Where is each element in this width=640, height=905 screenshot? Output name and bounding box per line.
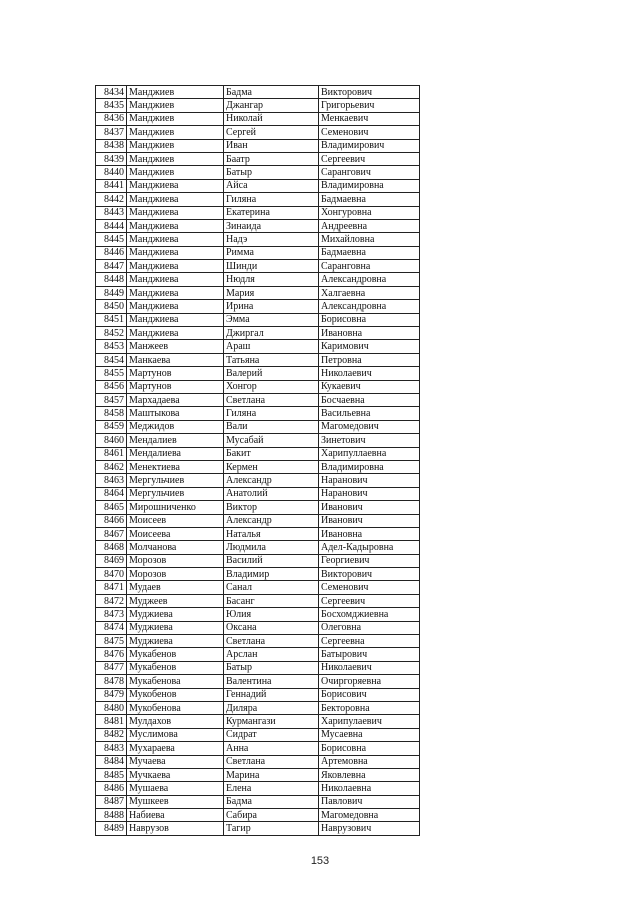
table-row (96, 420, 420, 433)
table-row (96, 206, 420, 219)
last-name-cell: Набиева (127, 809, 224, 822)
table-row (96, 648, 420, 661)
patronymic-cell: Семенович (319, 581, 420, 594)
patronymic-cell: Наранович (319, 474, 420, 487)
patronymic-cell: Очиргоряевна (319, 675, 420, 688)
first-name-cell: Юлия (224, 608, 319, 621)
row-number-cell: 8441 (96, 179, 127, 192)
first-name-cell: Светлана (224, 393, 319, 406)
patronymic-cell: Александровна (319, 273, 420, 286)
last-name-cell: Манджиева (127, 273, 224, 286)
table-row (96, 380, 420, 393)
last-name-cell: Мендалиев (127, 434, 224, 447)
row-number-cell: 8452 (96, 327, 127, 340)
row-number-cell: 8435 (96, 99, 127, 112)
last-name-cell: Манджиева (127, 219, 224, 232)
patronymic-cell: Сергеевич (319, 152, 420, 165)
last-name-cell: Манджиева (127, 313, 224, 326)
row-number-cell: 8451 (96, 313, 127, 326)
table-row (96, 822, 420, 835)
last-name-cell: Манджиева (127, 327, 224, 340)
last-name-cell: Манджиева (127, 260, 224, 273)
row-number-cell: 8486 (96, 782, 127, 795)
table-row (96, 313, 420, 326)
first-name-cell: Нюдля (224, 273, 319, 286)
first-name-cell: Гиляна (224, 193, 319, 206)
patronymic-cell: Батырович (319, 648, 420, 661)
row-number-cell: 8483 (96, 742, 127, 755)
table-row (96, 701, 420, 714)
last-name-cell: Мергульчиев (127, 487, 224, 500)
patronymic-cell: Петровна (319, 353, 420, 366)
first-name-cell: Арслан (224, 648, 319, 661)
row-number-cell: 8473 (96, 608, 127, 621)
row-number-cell: 8450 (96, 300, 127, 313)
table-row (96, 246, 420, 259)
patronymic-cell: Артемовна (319, 755, 420, 768)
patronymic-cell: Борисовна (319, 313, 420, 326)
first-name-cell: Айса (224, 179, 319, 192)
first-name-cell: Батыр (224, 166, 319, 179)
row-number-cell: 8439 (96, 152, 127, 165)
last-name-cell: Мукабенов (127, 661, 224, 674)
first-name-cell: Джангар (224, 99, 319, 112)
table-row (96, 152, 420, 165)
row-number-cell: 8444 (96, 219, 127, 232)
table-row (96, 193, 420, 206)
row-number-cell: 8449 (96, 286, 127, 299)
row-number-cell: 8455 (96, 367, 127, 380)
last-name-cell: Мучкаева (127, 768, 224, 781)
patronymic-cell: Халгаевна (319, 286, 420, 299)
patronymic-cell: Николаевич (319, 661, 420, 674)
first-name-cell: Эмма (224, 313, 319, 326)
patronymic-cell: Адел-Кадыровна (319, 541, 420, 554)
table-row (96, 99, 420, 112)
row-number-cell: 8466 (96, 514, 127, 527)
patronymic-cell: Семенович (319, 126, 420, 139)
first-name-cell: Иван (224, 139, 319, 152)
row-number-cell: 8445 (96, 233, 127, 246)
row-number-cell: 8485 (96, 768, 127, 781)
first-name-cell: Елена (224, 782, 319, 795)
first-name-cell: Гиляна (224, 407, 319, 420)
row-number-cell: 8489 (96, 822, 127, 835)
row-number-cell: 8464 (96, 487, 127, 500)
last-name-cell: Мукобенов (127, 688, 224, 701)
last-name-cell: Моисеева (127, 527, 224, 540)
first-name-cell: Александр (224, 474, 319, 487)
row-number-cell: 8446 (96, 246, 127, 259)
table-row (96, 286, 420, 299)
table-row (96, 514, 420, 527)
row-number-cell: 8459 (96, 420, 127, 433)
row-number-cell: 8480 (96, 701, 127, 714)
patronymic-cell: Менкаевич (319, 112, 420, 125)
row-number-cell: 8461 (96, 447, 127, 460)
last-name-cell: Манджиева (127, 300, 224, 313)
first-name-cell: Владимир (224, 568, 319, 581)
last-name-cell: Мартунов (127, 380, 224, 393)
row-number-cell: 8448 (96, 273, 127, 286)
table-row (96, 139, 420, 152)
first-name-cell: Джиргал (224, 327, 319, 340)
table-row (96, 434, 420, 447)
table-row (96, 353, 420, 366)
row-number-cell: 8443 (96, 206, 127, 219)
patronymic-cell: Магомедовна (319, 809, 420, 822)
table-row (96, 126, 420, 139)
last-name-cell: Моисеев (127, 514, 224, 527)
table-row (96, 621, 420, 634)
first-name-cell: Басанг (224, 594, 319, 607)
first-name-cell: Геннадий (224, 688, 319, 701)
roster-table-body (96, 86, 420, 836)
table-row (96, 581, 420, 594)
first-name-cell: Валентина (224, 675, 319, 688)
first-name-cell: Светлана (224, 635, 319, 648)
last-name-cell: Мучаева (127, 755, 224, 768)
row-number-cell: 8487 (96, 795, 127, 808)
table-row (96, 809, 420, 822)
first-name-cell: Татьяна (224, 353, 319, 366)
first-name-cell: Ирина (224, 300, 319, 313)
last-name-cell: Мулдахов (127, 715, 224, 728)
patronymic-cell: Владимировна (319, 460, 420, 473)
patronymic-cell: Михайловна (319, 233, 420, 246)
last-name-cell: Манджиева (127, 246, 224, 259)
row-number-cell: 8469 (96, 554, 127, 567)
patronymic-cell: Сарангович (319, 166, 420, 179)
table-row (96, 568, 420, 581)
table-row (96, 635, 420, 648)
last-name-cell: Манджиев (127, 152, 224, 165)
last-name-cell: Мендалиева (127, 447, 224, 460)
patronymic-cell: Наранович (319, 487, 420, 500)
first-name-cell: Сабира (224, 809, 319, 822)
first-name-cell: Мария (224, 286, 319, 299)
last-name-cell: Маштыкова (127, 407, 224, 420)
last-name-cell: Манджиева (127, 233, 224, 246)
patronymic-cell: Бадмаевна (319, 193, 420, 206)
last-name-cell: Манджиев (127, 126, 224, 139)
first-name-cell: Батыр (224, 661, 319, 674)
patronymic-cell: Бадмаевна (319, 246, 420, 259)
patronymic-cell: Яковлевна (319, 768, 420, 781)
row-number-cell: 8437 (96, 126, 127, 139)
row-number-cell: 8476 (96, 648, 127, 661)
patronymic-cell: Викторович (319, 568, 420, 581)
row-number-cell: 8463 (96, 474, 127, 487)
row-number-cell: 8467 (96, 527, 127, 540)
patronymic-cell: Владимировна (319, 179, 420, 192)
row-number-cell: 8478 (96, 675, 127, 688)
row-number-cell: 8471 (96, 581, 127, 594)
last-name-cell: Мудаев (127, 581, 224, 594)
table-row (96, 661, 420, 674)
first-name-cell: Александр (224, 514, 319, 527)
table-row (96, 527, 420, 540)
row-number-cell: 8457 (96, 393, 127, 406)
table-row (96, 501, 420, 514)
table-row (96, 219, 420, 232)
first-name-cell: Кермен (224, 460, 319, 473)
row-number-cell: 8474 (96, 621, 127, 634)
patronymic-cell: Иванович (319, 514, 420, 527)
first-name-cell: Людмила (224, 541, 319, 554)
last-name-cell: Манджиев (127, 112, 224, 125)
table-row (96, 447, 420, 460)
row-number-cell: 8454 (96, 353, 127, 366)
last-name-cell: Мушкеев (127, 795, 224, 808)
last-name-cell: Мукабенов (127, 648, 224, 661)
table-row (96, 179, 420, 192)
roster-table (95, 85, 420, 836)
first-name-cell: Римма (224, 246, 319, 259)
table-row (96, 688, 420, 701)
row-number-cell: 8465 (96, 501, 127, 514)
patronymic-cell: Григорьевич (319, 99, 420, 112)
patronymic-cell: Сергеевич (319, 594, 420, 607)
last-name-cell: Манжеев (127, 340, 224, 353)
first-name-cell: Бадма (224, 86, 319, 99)
first-name-cell: Хонгор (224, 380, 319, 393)
last-name-cell: Манджиев (127, 86, 224, 99)
first-name-cell: Санал (224, 581, 319, 594)
first-name-cell: Екатерина (224, 206, 319, 219)
last-name-cell: Муджеев (127, 594, 224, 607)
patronymic-cell: Босхомджиевна (319, 608, 420, 621)
row-number-cell: 8470 (96, 568, 127, 581)
table-row (96, 327, 420, 340)
row-number-cell: 8434 (96, 86, 127, 99)
last-name-cell: Манкаева (127, 353, 224, 366)
patronymic-cell: Александровна (319, 300, 420, 313)
patronymic-cell: Васильевна (319, 407, 420, 420)
last-name-cell: Муджиева (127, 608, 224, 621)
first-name-cell: Надэ (224, 233, 319, 246)
row-number-cell: 8442 (96, 193, 127, 206)
patronymic-cell: Саранговна (319, 260, 420, 273)
table-row (96, 715, 420, 728)
row-number-cell: 8440 (96, 166, 127, 179)
patronymic-cell: Борисович (319, 688, 420, 701)
last-name-cell: Муджиева (127, 635, 224, 648)
row-number-cell: 8481 (96, 715, 127, 728)
table-row (96, 300, 420, 313)
row-number-cell: 8488 (96, 809, 127, 822)
row-number-cell: 8477 (96, 661, 127, 674)
table-row (96, 340, 420, 353)
table-row (96, 112, 420, 125)
first-name-cell: Тагир (224, 822, 319, 835)
first-name-cell: Сергей (224, 126, 319, 139)
table-row (96, 367, 420, 380)
patronymic-cell: Мусаевна (319, 728, 420, 741)
patronymic-cell: Николаевич (319, 367, 420, 380)
last-name-cell: Мукобенова (127, 701, 224, 714)
table-row (96, 554, 420, 567)
first-name-cell: Анна (224, 742, 319, 755)
table-row (96, 233, 420, 246)
table-row (96, 675, 420, 688)
first-name-cell: Курмангази (224, 715, 319, 728)
first-name-cell: Василий (224, 554, 319, 567)
patronymic-cell: Зинетович (319, 434, 420, 447)
last-name-cell: Мукабенова (127, 675, 224, 688)
patronymic-cell: Георгиевич (319, 554, 420, 567)
patronymic-cell: Харипуллаевна (319, 447, 420, 460)
row-number-cell: 8453 (96, 340, 127, 353)
first-name-cell: Баатр (224, 152, 319, 165)
patronymic-cell: Магомедович (319, 420, 420, 433)
table-row (96, 742, 420, 755)
table-row (96, 487, 420, 500)
patronymic-cell: Николаевна (319, 782, 420, 795)
first-name-cell: Наталья (224, 527, 319, 540)
last-name-cell: Манджиева (127, 193, 224, 206)
patronymic-cell: Каримович (319, 340, 420, 353)
patronymic-cell: Андреевна (319, 219, 420, 232)
table-row (96, 608, 420, 621)
last-name-cell: Мушаева (127, 782, 224, 795)
first-name-cell: Зинаида (224, 219, 319, 232)
row-number-cell: 8479 (96, 688, 127, 701)
table-row (96, 795, 420, 808)
row-number-cell: 8458 (96, 407, 127, 420)
patronymic-cell: Владимирович (319, 139, 420, 152)
first-name-cell: Валерий (224, 367, 319, 380)
last-name-cell: Мергульчиев (127, 474, 224, 487)
first-name-cell: Светлана (224, 755, 319, 768)
table-row (96, 782, 420, 795)
last-name-cell: Мархадаева (127, 393, 224, 406)
patronymic-cell: Павлович (319, 795, 420, 808)
last-name-cell: Муслимова (127, 728, 224, 741)
row-number-cell: 8447 (96, 260, 127, 273)
row-number-cell: 8484 (96, 755, 127, 768)
table-row (96, 474, 420, 487)
page-number: 153 (310, 855, 330, 867)
first-name-cell: Анатолий (224, 487, 319, 500)
patronymic-cell: Харипулаевич (319, 715, 420, 728)
first-name-cell: Сидрат (224, 728, 319, 741)
table-row (96, 768, 420, 781)
patronymic-cell: Хонгуровна (319, 206, 420, 219)
table-row (96, 728, 420, 741)
row-number-cell: 8468 (96, 541, 127, 554)
patronymic-cell: Ивановна (319, 527, 420, 540)
last-name-cell: Манджиев (127, 99, 224, 112)
first-name-cell: Марина (224, 768, 319, 781)
table-row (96, 541, 420, 554)
last-name-cell: Морозов (127, 554, 224, 567)
row-number-cell: 8456 (96, 380, 127, 393)
first-name-cell: Николай (224, 112, 319, 125)
last-name-cell: Манджиев (127, 166, 224, 179)
row-number-cell: 8438 (96, 139, 127, 152)
table-row (96, 166, 420, 179)
last-name-cell: Манджиева (127, 206, 224, 219)
first-name-cell: Араш (224, 340, 319, 353)
last-name-cell: Мухараева (127, 742, 224, 755)
patronymic-cell: Бекторовна (319, 701, 420, 714)
patronymic-cell: Викторович (319, 86, 420, 99)
patronymic-cell: Кукаевич (319, 380, 420, 393)
first-name-cell: Бакит (224, 447, 319, 460)
last-name-cell: Меджидов (127, 420, 224, 433)
row-number-cell: 8482 (96, 728, 127, 741)
table-row (96, 460, 420, 473)
last-name-cell: Менектиева (127, 460, 224, 473)
row-number-cell: 8475 (96, 635, 127, 648)
table-row (96, 407, 420, 420)
first-name-cell: Мусабай (224, 434, 319, 447)
last-name-cell: Муджиева (127, 621, 224, 634)
patronymic-cell: Борисовна (319, 742, 420, 755)
patronymic-cell: Сергеевна (319, 635, 420, 648)
patronymic-cell: Босчаевна (319, 393, 420, 406)
first-name-cell: Диляра (224, 701, 319, 714)
row-number-cell: 8462 (96, 460, 127, 473)
row-number-cell: 8472 (96, 594, 127, 607)
patronymic-cell: Ивановна (319, 327, 420, 340)
last-name-cell: Манджиева (127, 179, 224, 192)
table-row (96, 755, 420, 768)
first-name-cell: Бадма (224, 795, 319, 808)
table-row (96, 393, 420, 406)
table-row (96, 260, 420, 273)
table-row (96, 86, 420, 99)
patronymic-cell: Олеговна (319, 621, 420, 634)
patronymic-cell: Иванович (319, 501, 420, 514)
last-name-cell: Наврузов (127, 822, 224, 835)
row-number-cell: 8436 (96, 112, 127, 125)
last-name-cell: Мартунов (127, 367, 224, 380)
last-name-cell: Мирошниченко (127, 501, 224, 514)
row-number-cell: 8460 (96, 434, 127, 447)
last-name-cell: Манджиев (127, 139, 224, 152)
last-name-cell: Молчанова (127, 541, 224, 554)
first-name-cell: Виктор (224, 501, 319, 514)
table-row (96, 594, 420, 607)
first-name-cell: Шинди (224, 260, 319, 273)
last-name-cell: Морозов (127, 568, 224, 581)
last-name-cell: Манджиева (127, 286, 224, 299)
patronymic-cell: Наврузович (319, 822, 420, 835)
table-row (96, 273, 420, 286)
first-name-cell: Вали (224, 420, 319, 433)
first-name-cell: Оксана (224, 621, 319, 634)
